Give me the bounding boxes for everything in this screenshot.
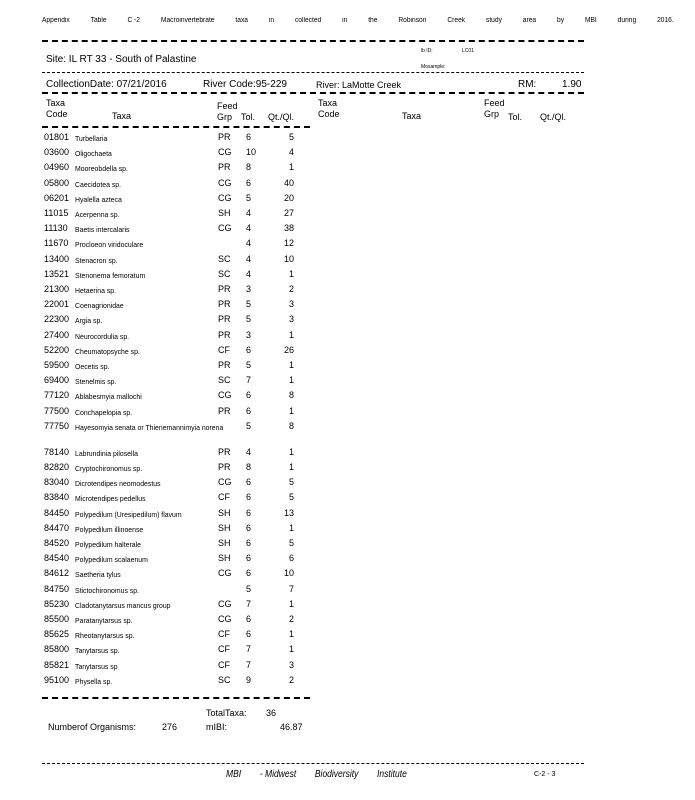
quantity: 40 (283, 177, 294, 188)
organisms-label: Numberof Organisms: (48, 722, 137, 732)
footer-word: Institute (377, 769, 407, 780)
taxa-code: 84520 (44, 538, 70, 548)
caption-word: Appendix (42, 17, 70, 24)
quantity: 10 (283, 253, 294, 264)
quantity: 1 (288, 522, 294, 533)
col-feed-grp-right: Feed Grp (484, 98, 505, 119)
table-row (42, 406, 312, 421)
tolerance: 4 (246, 208, 252, 218)
quantity: 13 (283, 507, 294, 518)
quantity: 5 (288, 132, 294, 142)
col-taxa-right: Taxa (402, 111, 422, 121)
table-row (42, 269, 312, 284)
total-taxa-label: TotalTaxa: (206, 708, 247, 718)
taxa-code: 85800 (44, 644, 70, 655)
footer-word: Biodiversity (314, 769, 359, 780)
col-qt-ql-right: Qt./Ql. (540, 112, 567, 122)
caption-word: Macroinvertebrate (160, 17, 215, 24)
quantity: 5 (288, 477, 294, 488)
taxa-code: 85821 (44, 659, 70, 670)
taxa-code: 04960 (44, 162, 70, 173)
quantity: 7 (288, 583, 294, 594)
tolerance: 7 (246, 375, 252, 386)
taxa-name: Stenelmis sp. (75, 377, 117, 387)
caption-word: taxa (235, 17, 248, 24)
tolerance: 6 (246, 177, 252, 188)
quantity: 8 (288, 390, 294, 401)
feed-group: CG (218, 192, 232, 203)
quantity: 8 (288, 420, 294, 431)
taxa-code: 03600 (44, 147, 70, 158)
quantity: 38 (283, 223, 294, 234)
feed-group: SH (218, 208, 231, 218)
tolerance: 5 (246, 420, 252, 431)
feed-group: PR (218, 284, 231, 294)
feed-group: PR (218, 314, 231, 325)
site-note-code: LC01 (462, 48, 474, 54)
taxa-name: Argia sp. (75, 316, 103, 326)
taxa-name: Neurocordulia sp. (75, 331, 130, 341)
table-row (42, 629, 312, 644)
tolerance: 4 (246, 223, 252, 234)
feed-group: CG (218, 390, 232, 401)
taxa-name: Hetaerina sp. (75, 286, 117, 295)
tolerance: 10 (246, 147, 257, 158)
table-row (42, 162, 312, 177)
feed-group: CG (218, 147, 232, 158)
table-row (42, 477, 312, 492)
taxa-name: Turbellaria (75, 134, 108, 143)
quantity: 20 (283, 192, 294, 203)
taxa-name: Tanytarsus sp (75, 661, 118, 671)
meta-divider (42, 92, 584, 94)
mibi-value: 46.87 (280, 722, 303, 732)
footer-word: - Midwest (259, 769, 297, 780)
collection-date: CollectionDate: 07/21/2016 (46, 79, 167, 90)
table-row (42, 523, 312, 538)
table-row (42, 462, 312, 477)
feed-group: SH (218, 507, 231, 518)
feed-group: PR (218, 360, 231, 370)
tolerance: 8 (246, 162, 252, 173)
taxa-code: 84612 (44, 568, 70, 579)
taxa-code: 84540 (44, 553, 70, 564)
tolerance: 4 (246, 238, 252, 249)
table-row (42, 614, 312, 629)
feed-group: SH (218, 538, 231, 548)
table-row (42, 284, 312, 299)
tolerance: 7 (246, 644, 252, 655)
taxa-code: 59500 (44, 360, 70, 370)
taxa-code: 69400 (44, 375, 70, 386)
total-taxa-value: 36 (266, 708, 277, 718)
taxa-code: 13400 (44, 253, 70, 264)
taxa-name: Oligochaeta (75, 149, 112, 159)
feed-group: CF (218, 492, 230, 503)
quantity: 1 (288, 629, 294, 640)
mibi-label: mIBI: (206, 722, 228, 732)
feed-group: CF (218, 659, 230, 670)
taxa-name: Polypedilum illinoense (75, 524, 144, 534)
taxa-code: 85230 (44, 598, 70, 609)
site-divider (42, 72, 584, 73)
feed-group: SC (218, 674, 231, 685)
table-row (42, 538, 312, 553)
quantity: 1 (288, 644, 294, 655)
table-row (42, 178, 312, 193)
feed-group: PR (218, 132, 231, 142)
site-value: IL RT 33 - South of Palastine (68, 54, 197, 65)
caption-word: by (557, 17, 565, 24)
quantity: 1 (288, 268, 294, 279)
taxa-code: 77750 (44, 420, 70, 431)
col-tol: Tol. (241, 112, 256, 122)
taxa-code: 85625 (44, 629, 70, 640)
tolerance: 5 (246, 299, 252, 310)
footer-word: MBI (226, 769, 242, 780)
caption-word: Robinson (398, 17, 427, 24)
table-row (42, 330, 312, 345)
table-row (42, 299, 312, 314)
taxa-name: Paratanytarsus sp. (75, 616, 133, 625)
feed-group: PR (218, 405, 231, 416)
taxa-name: Conchapelopia sp. (75, 407, 133, 417)
tolerance: 6 (246, 405, 252, 416)
taxa-code: 95100 (44, 674, 70, 685)
feed-group: PR (218, 162, 231, 173)
taxa-name: Stenonema femoratum (75, 270, 146, 280)
taxa-code: 84450 (44, 507, 70, 518)
taxa-name: Cheumatopsyche sp. (75, 346, 140, 356)
table-row (42, 375, 312, 390)
taxa-name: Mooreobdella sp. (75, 164, 128, 174)
tolerance: 7 (246, 598, 252, 609)
taxa-name: Physella sp. (75, 676, 113, 686)
feed-group: SC (218, 253, 231, 264)
table-row (42, 447, 312, 462)
caption-word: area (522, 17, 537, 24)
feed-group: PR (218, 446, 231, 457)
taxa-name: Polypedilum scalaenum (75, 555, 148, 565)
taxa-code: 85500 (44, 614, 70, 624)
tolerance: 5 (246, 192, 252, 203)
taxa-name: Polypedilum halterale (75, 540, 141, 549)
feed-group: SC (218, 268, 231, 279)
taxa-code: 11670 (44, 238, 69, 249)
table-header-divider (42, 126, 310, 128)
table-row (42, 223, 312, 238)
taxa-name: Rheotanytarsus sp. (75, 631, 135, 641)
feed-group: CF (218, 644, 230, 655)
tolerance: 6 (246, 553, 252, 564)
taxa-name: Labrundinia pilosella (75, 448, 138, 458)
taxa-name: Acerpenna sp. (75, 210, 120, 219)
taxa-name: Polypedilum (Uresipedilum) flavum (75, 509, 182, 519)
feed-group: CG (218, 614, 232, 624)
taxa-name: Oecetis sp. (75, 362, 110, 371)
tolerance: 6 (246, 538, 252, 548)
quantity: 1 (288, 405, 294, 416)
table-row (42, 553, 312, 568)
col-taxa-code: Taxa Code (46, 98, 68, 119)
caption-word: C -2 (127, 17, 141, 24)
taxa-code: 05800 (44, 177, 70, 188)
quantity: 10 (283, 568, 294, 579)
feed-group: PR (218, 329, 231, 340)
site-note-sample: Mosample: (421, 64, 446, 70)
taxa-code: 22001 (44, 299, 70, 310)
taxa-name: Ablabesmyia mallochi (75, 392, 142, 402)
tolerance: 5 (246, 583, 252, 594)
quantity: 1 (288, 375, 294, 386)
taxa-code: 84470 (44, 522, 70, 533)
feed-group: PR (218, 299, 231, 310)
feed-group: CG (218, 177, 232, 188)
taxa-name: Caecidotea sp. (75, 179, 122, 189)
col-tol-right: Tol. (508, 112, 523, 122)
table-row (42, 147, 312, 162)
table-row (42, 314, 312, 329)
taxa-name: Tanytarsus sp. (75, 646, 120, 656)
taxa-code: 22300 (44, 314, 70, 325)
taxa-name: Baetis intercalaris (75, 225, 130, 235)
feed-group: SH (218, 522, 231, 533)
quantity: 26 (283, 344, 294, 355)
taxa-name: Stictochironomus sp. (75, 585, 140, 595)
quantity: 1 (288, 598, 294, 609)
tolerance: 3 (246, 329, 252, 340)
table-row (42, 508, 312, 523)
taxa-name: Cryptochironomus sp. (75, 464, 143, 473)
quantity: 4 (288, 147, 294, 158)
tolerance: 5 (246, 360, 252, 370)
taxa-name: Hyalella azteca (75, 194, 122, 204)
rm-label: RM: (518, 79, 537, 90)
caption-word: Table (90, 17, 107, 24)
feed-group: SC (218, 375, 231, 386)
taxa-code: 84750 (44, 583, 70, 594)
tolerance: 6 (246, 344, 252, 355)
tolerance: 4 (246, 253, 252, 264)
organisms-value: 276 (162, 722, 178, 732)
quantity: 27 (283, 208, 294, 218)
footer-divider (42, 763, 584, 764)
feed-group: CG (218, 477, 232, 488)
taxa-name: Dicrotendipes neomodestus (75, 479, 161, 489)
quantity: 6 (288, 553, 294, 564)
taxa-name: Procloeon viridoculare (75, 240, 144, 250)
taxa-code: 27400 (44, 329, 70, 340)
taxa-name: Saetheria tylus (75, 570, 121, 580)
caption-word: MBI (584, 17, 597, 24)
taxa-code: 77500 (44, 405, 70, 416)
taxa-code: 77120 (44, 390, 70, 401)
tolerance: 4 (246, 268, 252, 279)
site-line (46, 54, 196, 65)
taxa-code: 13521 (44, 268, 70, 279)
quantity: 2 (288, 284, 294, 294)
caption-word: the (368, 17, 378, 24)
taxa-name: Cladotanytarsus mancus group (75, 600, 171, 610)
river-name: River: LaMotte Creek (316, 80, 402, 90)
tolerance: 6 (246, 390, 252, 401)
tolerance: 6 (246, 492, 252, 503)
taxa-name: Microtendipes pedellus (75, 494, 146, 504)
feed-group: CG (218, 568, 232, 579)
caption-word: 2016. (657, 17, 674, 24)
taxa-code: 06201 (44, 192, 70, 203)
table-row (42, 675, 312, 690)
quantity: 3 (288, 314, 294, 325)
table-row (42, 390, 312, 405)
tolerance: 3 (246, 284, 252, 294)
table-row (42, 660, 312, 675)
table-row (42, 568, 312, 583)
taxa-code: 11015 (44, 208, 69, 218)
feed-group: CF (218, 344, 230, 355)
caption-word: collected (294, 17, 322, 24)
table-row (42, 345, 312, 360)
caption-word: during (617, 17, 637, 24)
table-row (42, 360, 312, 375)
col-feed-grp: Feed Grp (217, 101, 238, 122)
footer-org (226, 769, 426, 780)
table-row (42, 492, 312, 507)
tolerance: 6 (246, 507, 252, 518)
feed-group: SH (218, 553, 231, 564)
quantity: 2 (288, 674, 294, 685)
taxa-code: 21300 (44, 284, 70, 294)
tolerance: 6 (246, 629, 252, 640)
taxa-name: Hayesomyia senata or Thienemannimyia norena (75, 422, 224, 432)
table-row (42, 599, 312, 614)
table-row (42, 132, 312, 147)
table-row (42, 584, 312, 599)
col-taxa: Taxa (112, 111, 132, 121)
taxa-code: 01801 (44, 132, 70, 142)
quantity: 1 (288, 329, 294, 340)
tolerance: 8 (246, 462, 252, 472)
table-row (42, 254, 312, 269)
quantity: 3 (288, 659, 294, 670)
quantity: 1 (288, 360, 294, 370)
taxa-code: 78140 (44, 446, 70, 457)
site-note-ids: lb ID: (421, 48, 433, 54)
table-caption (42, 17, 674, 24)
table-row (42, 644, 312, 659)
taxa-code: 52200 (44, 344, 70, 355)
col-qt-ql: Qt./Ql. (268, 112, 295, 122)
feed-group: PR (218, 462, 231, 472)
tolerance: 5 (246, 314, 252, 325)
caption-word: study (486, 17, 502, 24)
taxa-code: 11130 (44, 223, 68, 234)
caption-word: in (342, 17, 348, 24)
quantity: 5 (288, 492, 294, 503)
table-row (42, 238, 312, 253)
feed-group: CF (218, 629, 230, 640)
rm-value: 1.90 (562, 79, 582, 90)
header-divider (42, 40, 584, 42)
table-row (42, 421, 312, 436)
quantity: 1 (288, 462, 294, 472)
page-number: C-2 - 3 (534, 771, 556, 778)
tolerance: 6 (246, 477, 252, 488)
tolerance: 7 (246, 659, 252, 670)
feed-group: CG (218, 598, 232, 609)
tolerance: 6 (246, 614, 252, 624)
tolerance: 4 (246, 446, 252, 457)
table-row (42, 208, 312, 223)
table-end-divider (42, 697, 310, 699)
quantity: 5 (288, 538, 294, 548)
tolerance: 6 (246, 132, 252, 142)
quantity: 1 (288, 446, 294, 457)
tolerance: 6 (246, 522, 252, 533)
col-taxa-code-right: Taxa Code (318, 98, 340, 119)
taxa-name: Stenacron sp. (75, 255, 118, 265)
caption-word: Creek (447, 17, 466, 24)
river-code: River Code:95-229 (203, 79, 287, 90)
site-label: Site: (46, 54, 67, 65)
caption-word: in (268, 17, 275, 24)
feed-group: CG (218, 223, 232, 234)
taxa-code: 82820 (44, 462, 70, 472)
taxa-code: 83840 (44, 492, 70, 503)
quantity: 1 (288, 162, 294, 173)
table-row (42, 193, 312, 208)
taxa-code: 83040 (44, 477, 70, 488)
quantity: 2 (288, 614, 294, 624)
tolerance: 9 (246, 674, 252, 685)
quantity: 3 (288, 299, 294, 310)
tolerance: 6 (246, 568, 252, 579)
taxa-name: Coenagrionidae (75, 301, 124, 311)
quantity: 12 (283, 238, 294, 249)
